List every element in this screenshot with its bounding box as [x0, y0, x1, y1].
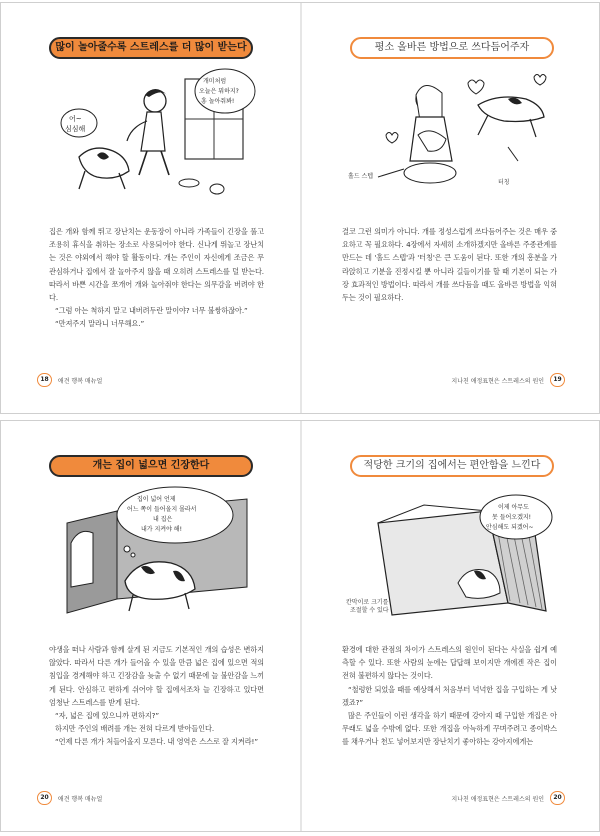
- book-spread-top: [0, 2, 600, 414]
- quote: 하지만 주인의 배려를 개는 전혀 다르게 받아들인다.: [55, 724, 215, 734]
- body-text: [49, 643, 264, 749]
- thought-line-1: 개미처럼: [203, 78, 227, 85]
- big-room-dog-illustration: [57, 483, 257, 623]
- page-number: 19: [550, 373, 565, 387]
- running-title: 지나친 애정표현은 스트레스의 원인: [451, 377, 545, 385]
- woman-dog-illustration: [57, 65, 257, 205]
- page-20-right: [302, 421, 600, 831]
- thought-line-3: 안심해도 되겠어~: [486, 524, 534, 531]
- page-18: [1, 3, 300, 413]
- section-heading: 적당한 크기의 집에서는 편안함을 느낀다: [350, 455, 554, 477]
- page-number: 20: [37, 791, 52, 805]
- page-footer: [37, 791, 106, 805]
- running-title: 애견 행복 매뉴얼: [57, 795, 103, 803]
- thought-line-2: 어느 쪽이 들어올지 몰라서: [127, 506, 197, 513]
- quote: “언제 다른 개가 처들어올지 모른다. 내 영역은 스스로 잘 지켜라!”: [55, 737, 258, 747]
- thought-line-1: 집이 넓어 언제: [137, 496, 176, 503]
- paragraph: 집은 개와 함께 뛰고 장난치는 운동장이 아니라 가족들이 긴장을 풀고 조용히 휴식을 취하는 장소로 사용되어야 한다. 신나게 뛰놀고 장난치는 것은 야외에서 해야 할 활동이다. 개는 주인이 자신에게 조금은 무관심하거나 집에서 잘 놀아주지 않을 때 오히려 스트레스를 덜 받는다. 따라서 바쁜 시간을 쪼개어 개와 놀아줘야 한다는 의무감을 버려야 한다.: [49, 227, 264, 303]
- paragraph: 결코 그런 의미가 아니다. 개를 정성스럽게 쓰다듬어주는 것은 매우 중요하고 꼭 필요하다. 4장에서 자세히 소개하겠지만 올바른 주종관계를 만드는 데 '홀드 스텝'과 '터칭'은 큰 도움이 된다. 또한 개의 흥분을 가라앉히고 기분을 진정시킬 뿐 아니라 길들이기를 할 때 기본이 되는 가장 효과적인 방법이다. 따라서 개를 쓰다듬을 때도 올바른 방법을 익혀두는 것이 필요하다.: [342, 227, 557, 303]
- page-footer: [37, 373, 106, 387]
- label-touching: 터칭: [498, 179, 510, 186]
- body-text: [342, 225, 557, 304]
- body-text: [342, 643, 557, 749]
- label-hold-step: 홀드 스텝: [348, 173, 374, 180]
- running-title: 애견 행복 매뉴얼: [57, 377, 103, 385]
- page-20: [1, 421, 300, 831]
- petting-dog-illustration: [358, 65, 558, 205]
- quote: 많은 주인들이 이런 생각을 하기 때문에 강아지 때 구입한 개집은 아무래도 넓을 수밖에 없다. 또한 개집을 아늑하게 꾸며주려고 종이박스를 채우거나 천도 넣어보지만 장난치기 좋아하는 강아지에게는: [342, 711, 557, 747]
- section-heading: 평소 올바른 방법으로 쓰다듬어주자: [350, 37, 554, 59]
- speech-line-2: 심심해: [65, 125, 86, 133]
- thought-line-4: 내가 지켜야 해!: [141, 526, 182, 533]
- section-heading: 많이 놀아줄수록 스트레스를 더 많이 받는다: [49, 37, 253, 59]
- label-divider-2: 조절할 수 있다: [350, 607, 389, 614]
- page-number: 20: [550, 791, 565, 805]
- thought-line-3: 내 집은: [153, 516, 173, 523]
- thought-line-2: 못 들어오겠지!: [492, 514, 532, 521]
- section-heading: 개는 집이 넓으면 긴장한다: [49, 455, 253, 477]
- quote: “만져주지 말라니 너무해요.”: [55, 319, 145, 329]
- page-footer: [447, 791, 565, 805]
- page-footer: [447, 373, 565, 387]
- paragraph: 야생을 떠나 사람과 함께 살게 된 지금도 기본적인 개의 습성은 변하지 않았다. 따라서 다른 개가 들어올 수 있을 만큼 넓은 집에 있으면 적의 침입을 경계해야 하고 긴장감을 늦출 수 없기 때문에 늘 불안감을 느끼게 된다. 안심하고 편하게 쉬어야 할 집에서조차 늘 긴장하고 있다면 엄청난 스트레스를 받게 된다.: [49, 645, 264, 707]
- quote: “자, 넓은 집에 있으니까 편하지?”: [55, 711, 160, 721]
- book-spread-bottom: [0, 420, 600, 832]
- label-divider-1: 칸막이로 크기를: [346, 599, 389, 606]
- quote: “철렁한 되었을 때를 예상해서 처음부터 넉넉한 집을 구입하는 게 낫겠죠?”: [342, 684, 557, 707]
- speech-line-1: 어~: [69, 115, 82, 123]
- thought-line-2: 오늘은 뭐하지?: [199, 88, 239, 95]
- quote: “그럼 아는 척하지 말고 내버려두란 말이야? 너무 불쌍하잖아.”: [55, 306, 248, 316]
- body-text: [49, 225, 264, 331]
- thought-line-3: 흥 놀아줘봐!: [201, 98, 235, 105]
- paragraph: 환경에 대한 관점의 차이가 스트레스의 원인이 된다는 사실을 쉽게 예측할 수 있다. 또한 사람의 눈에는 답답해 보이지만 개에겐 작은 집이 전혀 불편하지 않다는 것이다.: [342, 645, 557, 681]
- page-number: 18: [37, 373, 52, 387]
- running-title: 지나친 애정표현은 스트레스의 원인: [451, 795, 545, 803]
- page-19: [302, 3, 600, 413]
- thought-line-1: 이제 아무도: [498, 504, 529, 511]
